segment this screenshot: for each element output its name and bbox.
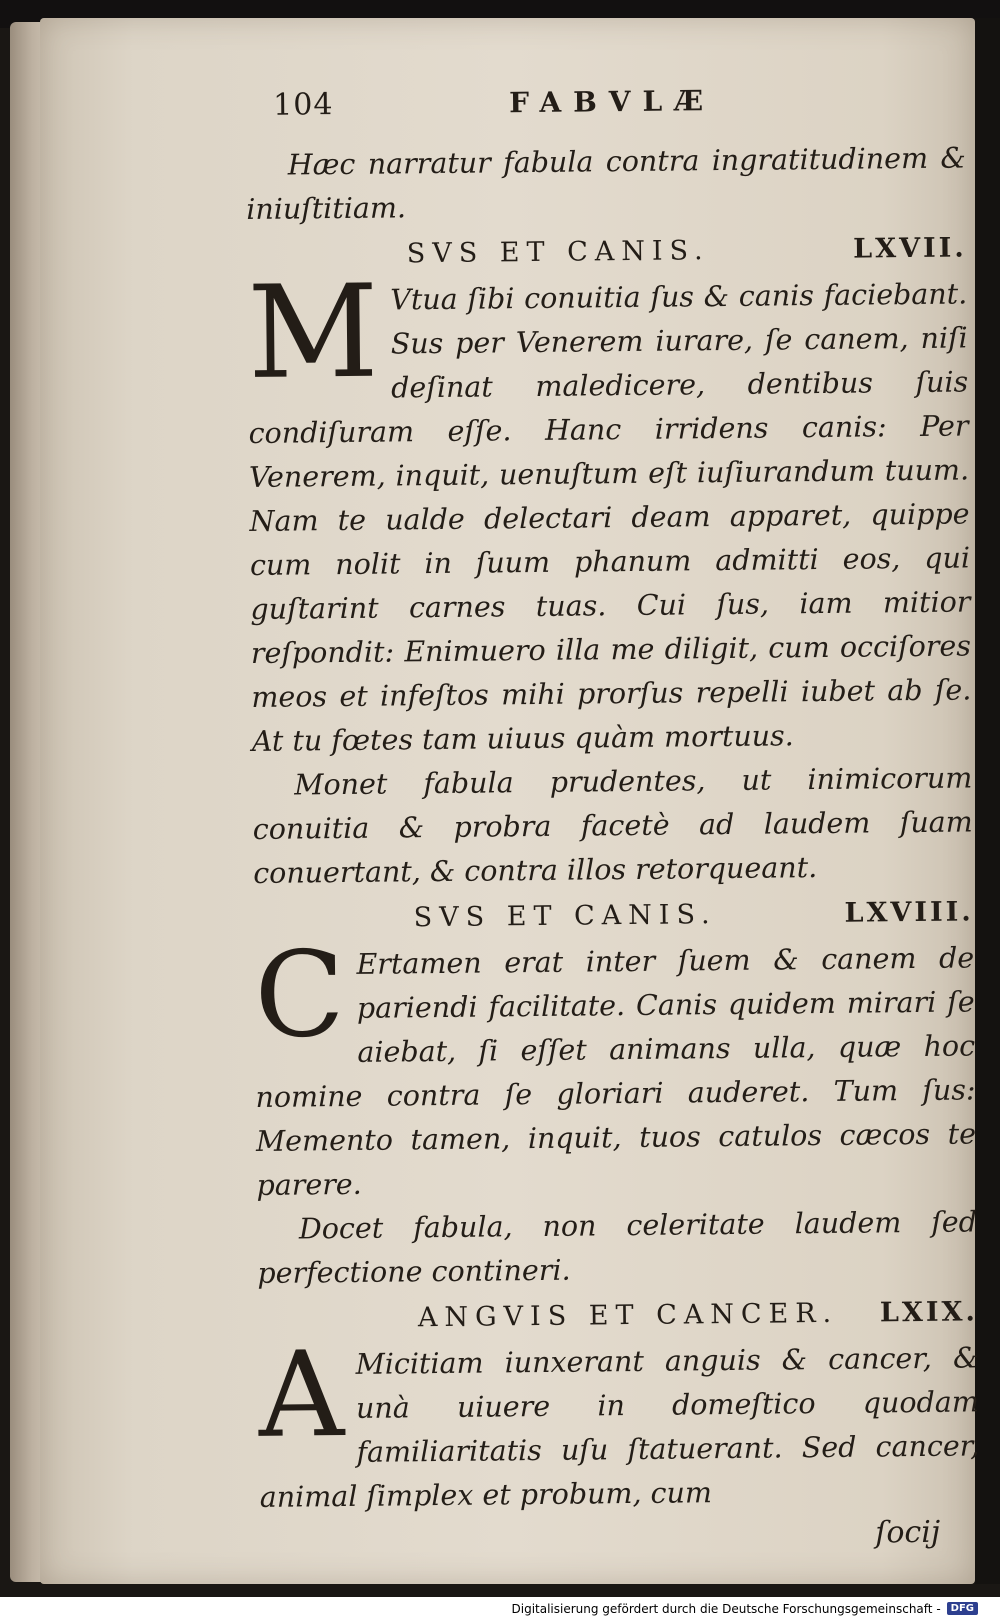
fable-title: SVS ET CANIS. (406, 235, 710, 270)
fable-title: SVS ET CANIS. (413, 899, 717, 934)
fable-body (253, 925, 977, 1208)
fable-body (246, 257, 972, 764)
fable-number: LXVII. (853, 232, 967, 265)
digitization-footer (0, 1597, 1000, 1620)
running-title: FABVLÆ (508, 84, 716, 120)
drop-cap: M (246, 257, 380, 408)
fable-number: LXVIII. (844, 896, 974, 929)
fable-number: LXIX. (879, 1296, 979, 1329)
fable-heading (253, 888, 973, 944)
moral-text: Docet fabula, non celeritate laudem ſed perfectione contineri. (257, 1205, 978, 1290)
fable-body (257, 1325, 980, 1520)
running-head (245, 80, 966, 144)
moral-text: Hæc narratur fabula contra ingratitudinem & iniuſtitiam. (246, 141, 966, 226)
dfg-logo: DFG (947, 1602, 978, 1615)
fable-body-text: Vtua ſibi conuitia ſus & canis faciebant. Sus per Venerem iurare, ſe canem, niſi deſinat maledicere, dentibus ſuis condiſuram eſſe. Hanc irridens canis: Per Venerem, inquit, uenuſtum eſt iuſiurandum tuum. Nam te ualde delectari deam apparet, quippe cum nolit in ſuum phanum admitti eos, qui guſtarint carnes tuas. Cui ſus, iam mitior reſpondit: Enimuero illa me diligit, cum occiſores meos et infeſtos mihi prorſus repelli iubet ab ſe. At tu fœtes tam uiuus quàm mortuus. (248, 277, 972, 758)
fable-body-text: Micitiam iunxerant anguis & cancer, & unà uiuere in domeſtico quodam familiaritatis uſu ſtatuerant. Sed cancer, animal ſimplex et probum, cum (259, 1341, 980, 1514)
fable-title: ANGVIS ET CANCER. (417, 1297, 839, 1334)
page-number: 104 (272, 87, 334, 123)
scan-right-border (975, 18, 1000, 1584)
catchword: ſocij (875, 1514, 941, 1551)
drop-cap: C (253, 925, 346, 1064)
fable-heading (258, 1288, 978, 1344)
digitization-credit: Digitalisierung gefördert durch die Deutsche Forschungsgemeinschaft - (511, 1601, 941, 1616)
page-text (245, 80, 980, 1556)
fable-body-text: Ertamen erat inter ſuem & canem de pariendi facilitate. Canis quidem mirari ſe aiebat, ſi eſſet animans ulla, quæ hoc nomine contra ſe gloriari auderet. Tum ſus: Memento tamen, inquit, tuos catulos cæcos te parere. (255, 941, 977, 1202)
drop-cap: A (257, 1325, 345, 1464)
moral-text: Monet fabula prudentes, ut inimicorum conuitia & probra facetè ad laudem ſuam conuertant, & contra illos retorqueant. (252, 761, 973, 890)
